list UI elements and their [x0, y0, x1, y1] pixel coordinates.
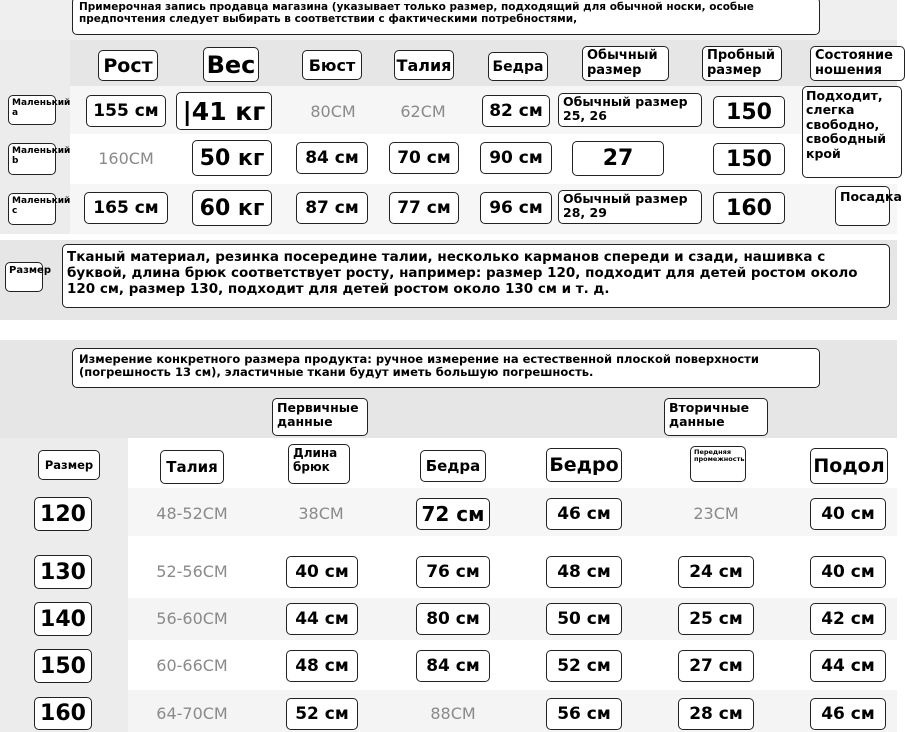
row-c-usual-size: Обычный размер 28, 29 — [558, 190, 702, 224]
row-160-thigh: 56 см — [546, 698, 622, 730]
row-a-bust: 80СМ — [310, 101, 356, 121]
row-130-hips: 76 см — [416, 556, 490, 588]
row-140-hips: 80 см — [416, 603, 490, 635]
row-160-hips: 88СМ — [430, 703, 476, 723]
row-150-front-rise: 27 см — [678, 650, 754, 682]
row-b-weight: 50 кг — [192, 140, 272, 176]
row-150-hem: 44 см — [810, 650, 886, 682]
col-header-thigh: Бедро — [546, 448, 622, 482]
row-c-height: 165 см — [84, 192, 168, 224]
row-130-hem: 40 см — [810, 556, 886, 588]
row-120-thigh: 46 см — [546, 498, 622, 530]
row-b-hips: 90 см — [480, 142, 552, 174]
row-150-trouser-length: 48 см — [286, 650, 358, 682]
header-usual-size: Обычный размер — [582, 46, 669, 81]
header-height: Рост — [98, 50, 158, 81]
row-120-trouser-length: 38СМ — [298, 503, 344, 523]
size-130: 130 — [34, 555, 92, 589]
col-header-hips: Бедра — [420, 450, 486, 482]
row-b-trial-size: 150 — [713, 143, 785, 175]
header-bust: Бюст — [302, 50, 362, 80]
row-a-weight: |41 кг — [176, 92, 272, 130]
col-header-front-rise: Передняя промежность — [690, 446, 746, 482]
row-140-hem: 42 см — [810, 603, 886, 635]
row-130-waist: 52-56СМ — [156, 561, 228, 581]
wear-note-fit: Посадка — [835, 186, 890, 226]
col-header-waist: Талия — [160, 450, 224, 484]
row-130-thigh: 48 см — [546, 556, 622, 588]
row-c-weight: 60 кг — [192, 190, 272, 226]
header-weight: Вес — [203, 47, 259, 82]
row-150-waist: 60-66СМ — [156, 655, 228, 675]
row-160-trouser-length: 52 см — [286, 698, 358, 730]
product-description: Тканый материал, резинка посередине талии, несколько карманов спереди и сзади, нашивка с буквой, длина брюк соответствует росту, например: размер 120, подходит для детей ростом около 120 см, размер 130, подходит для детей ростом около 130 см и т. д. — [62, 244, 890, 308]
row-a-hips: 82 см — [482, 95, 550, 127]
row-120-hips: 72 см — [416, 498, 490, 530]
row-a-usual-size: Обычный размер 25, 26 — [558, 93, 702, 127]
row-120-hem: 40 см — [810, 498, 886, 530]
row-b-waist: 70 см — [389, 142, 459, 174]
row-160-front-rise: 28 см — [678, 698, 754, 730]
size-160: 160 — [34, 697, 92, 730]
header-hips: Бедра — [488, 52, 548, 81]
header-wear-state: Состояние ношения — [810, 46, 905, 81]
size-150: 150 — [34, 649, 92, 683]
header-trial-size: Пробный размер — [702, 46, 782, 81]
row-150-hips: 84 см — [416, 650, 490, 682]
top-note: Примерочная запись продавца магазина (указывает только размер, подходящий для обычной носки, особые предпочтения следует выбирать в соответствии с фактическими потребностями, — [72, 0, 820, 35]
row-c-bust: 87 см — [296, 192, 368, 224]
row-a-height: 155 см — [86, 95, 166, 127]
row-c-waist: 77 см — [389, 192, 459, 224]
col-header-trouser-length: Длина брюк — [288, 444, 350, 484]
row-label-small-b: Маленький b — [8, 143, 56, 175]
row-140-front-rise: 25 см — [678, 603, 754, 635]
row-a-trial-size: 150 — [713, 96, 785, 128]
size-140: 140 — [34, 602, 92, 636]
row-120-waist: 48-52СМ — [156, 503, 228, 523]
row-140-waist: 56-60СМ — [156, 608, 228, 628]
row-b-height: 160СМ — [98, 148, 154, 168]
header-waist: Талия — [394, 50, 454, 80]
row-a-waist: 62СМ — [400, 101, 446, 121]
col-header-size: Размер — [38, 450, 100, 480]
row-130-trouser-length: 40 см — [286, 556, 358, 588]
group-secondary-data: Вторичные данные — [664, 398, 768, 436]
row-c-trial-size: 160 — [713, 192, 785, 224]
size-120: 120 — [34, 497, 92, 531]
row-140-trouser-length: 44 см — [286, 603, 358, 635]
row-label-small-c: Маленький с — [8, 193, 56, 225]
bottom-note: Измерение конкретного размера продукта: ручное измерение на естественной плоской поверхности (погрешность 13 см), эластичные ткани будут иметь большую погрешность. — [72, 348, 820, 388]
row-c-hips: 96 см — [480, 192, 552, 224]
row-160-waist: 64-70СМ — [156, 703, 228, 723]
row-120-front-rise: 23СМ — [693, 503, 739, 523]
row-label-small-a: Маленький а — [8, 95, 56, 125]
row-160-hem: 46 см — [810, 698, 886, 730]
size-label: Размер — [5, 262, 43, 292]
group-primary-data: Первичные данные — [272, 398, 368, 436]
wear-note-loose: Подходит, слегка свободно, свободный крой — [802, 86, 902, 178]
row-150-thigh: 52 см — [546, 650, 622, 682]
row-130-front-rise: 24 см — [678, 556, 754, 588]
row-b-bust: 84 см — [296, 142, 368, 174]
row-b-usual-size: 27 — [572, 141, 664, 176]
row-140-thigh: 50 см — [546, 603, 622, 635]
col-header-hem: Подол — [810, 448, 888, 484]
